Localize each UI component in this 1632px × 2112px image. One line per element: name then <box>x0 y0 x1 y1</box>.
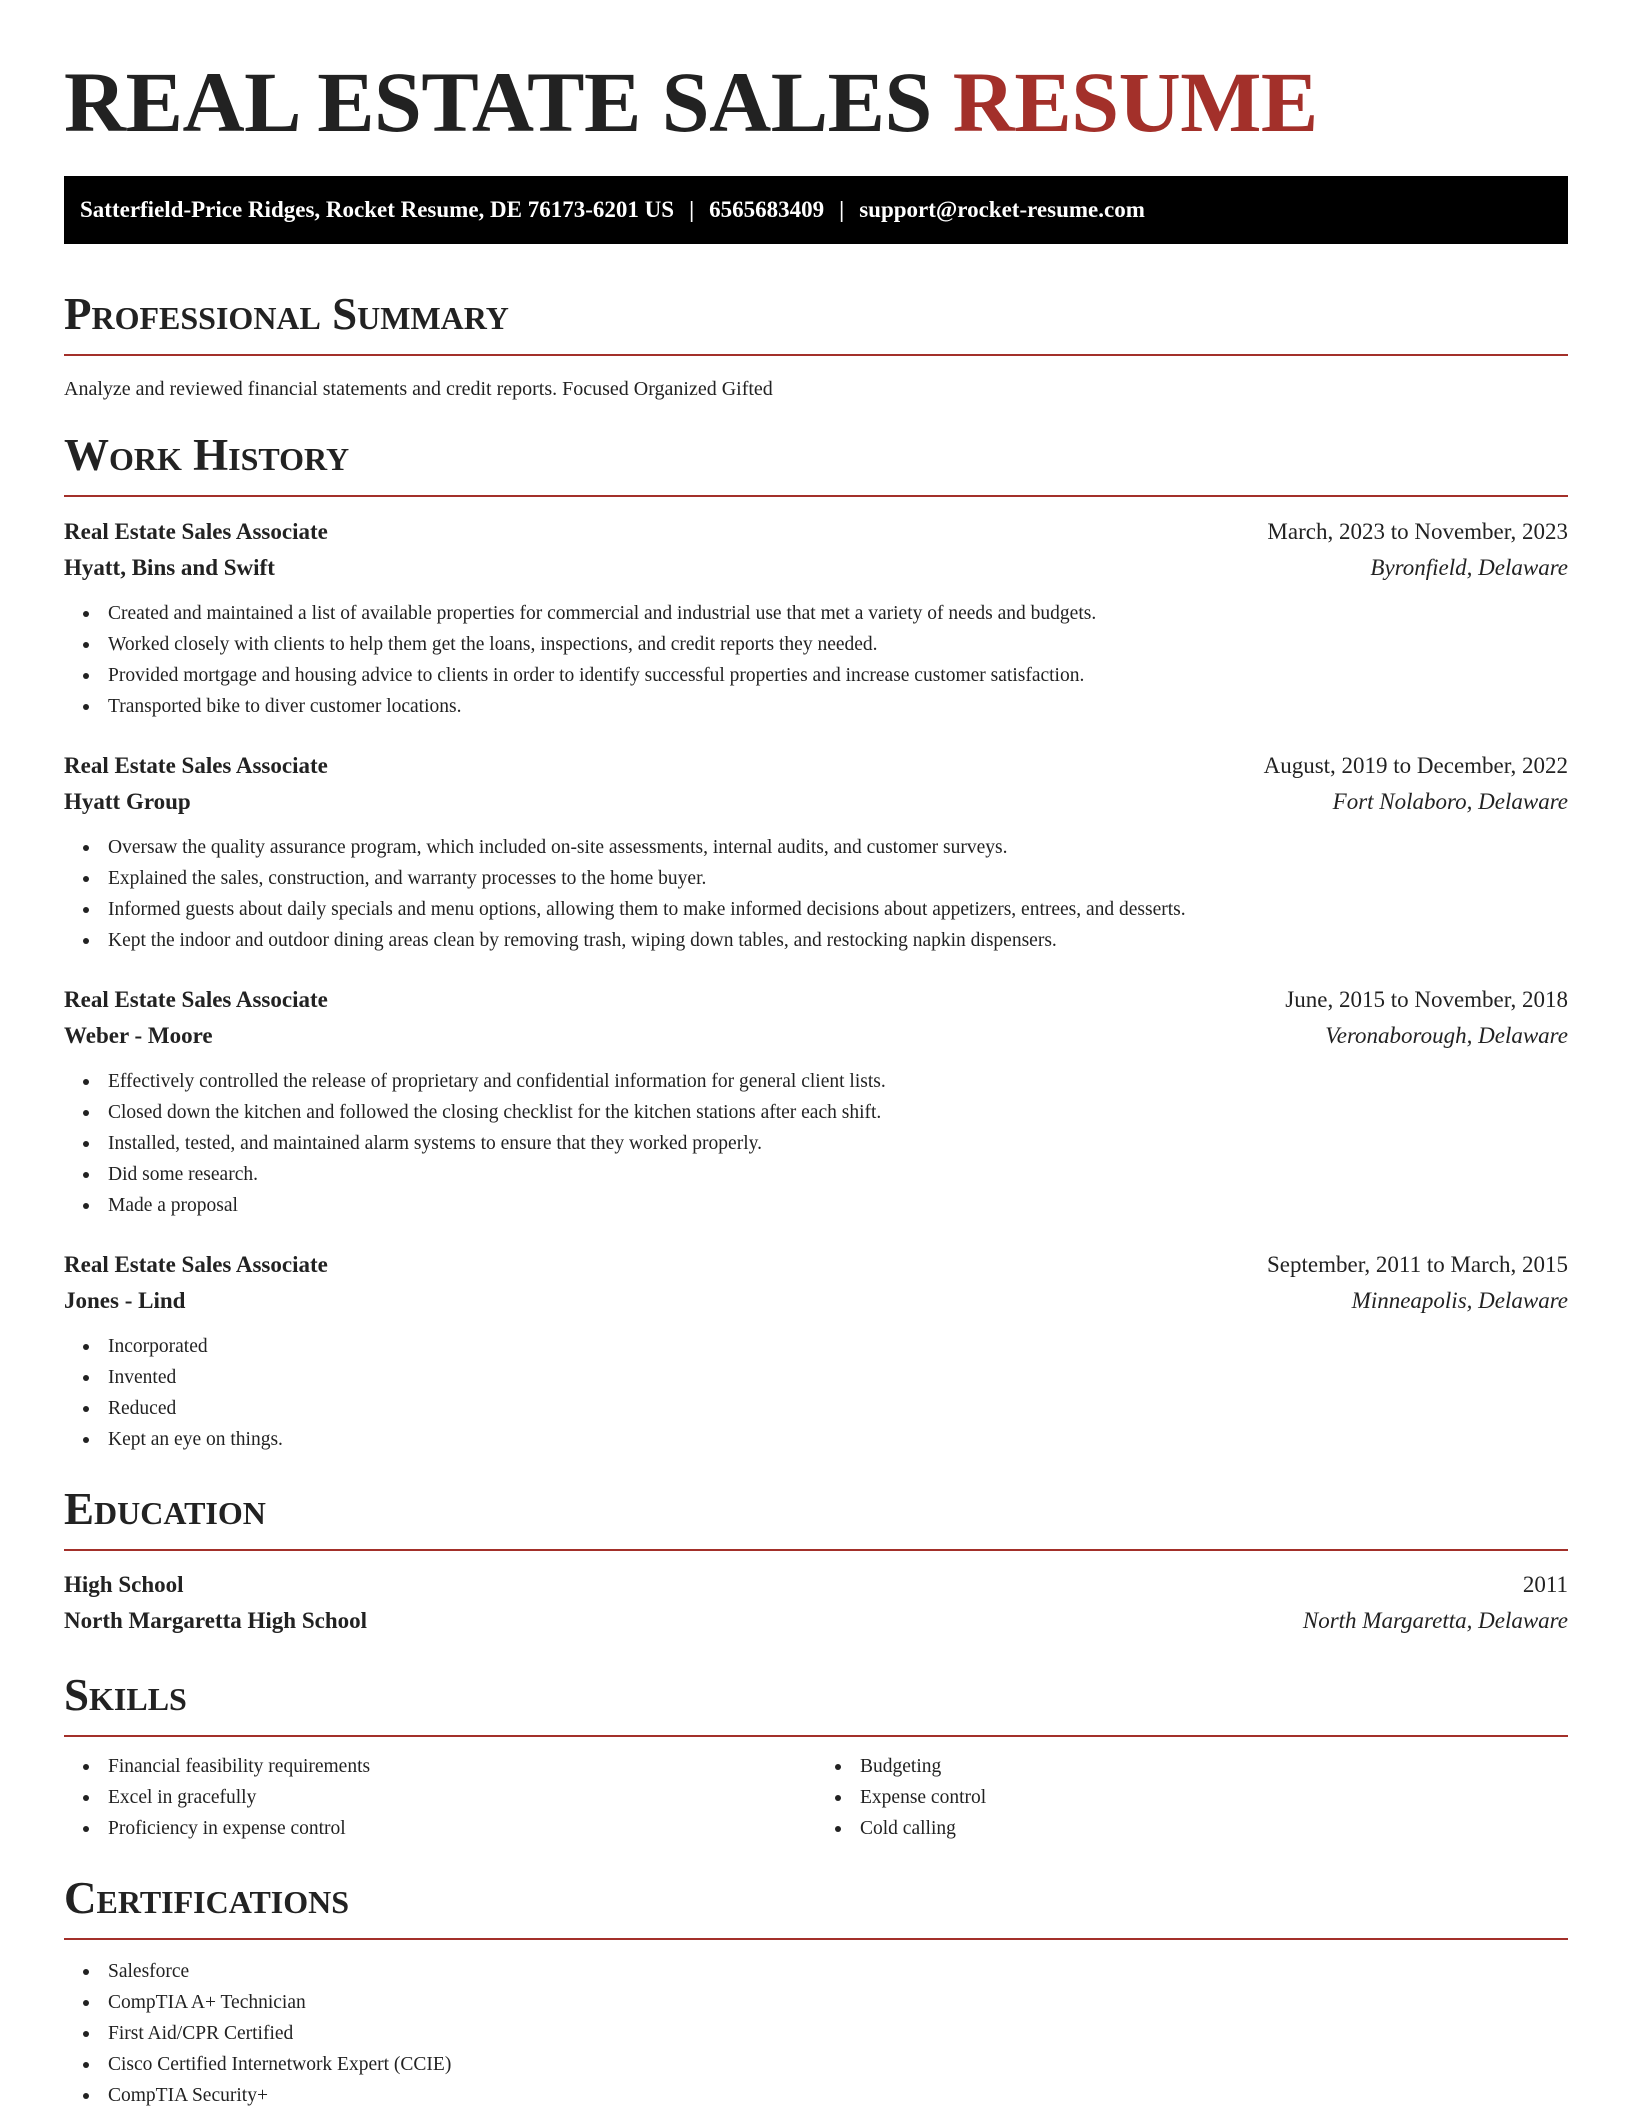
skills-list-left <box>64 1751 816 1844</box>
list-item: Closed down the kitchen and followed the closing checklist for the kitchen stations after each shift. <box>108 1097 1568 1128</box>
job-dates: June, 2015 to November, 2018 <box>1285 987 1568 1012</box>
contact-phone: 6565683409 <box>709 197 825 222</box>
section-divider <box>64 495 1568 497</box>
job-duties <box>64 1331 1568 1455</box>
contact-separator: | <box>689 197 695 222</box>
job-title: Real Estate Sales Associate <box>64 753 328 778</box>
list-item: Financial feasibility requirements <box>108 1751 816 1782</box>
title-accent: RESUME <box>952 54 1318 150</box>
list-item: Kept the indoor and outdoor dining areas clean by removing trash, wiping down tables, and restocking napkin dispensers. <box>108 925 1568 956</box>
summary-text: Analyze and reviewed financial statements and credit reports. Focused Organized Gifted <box>64 378 773 400</box>
job-company: Jones - Lind <box>64 1288 186 1313</box>
list-item: Cisco Certified Internetwork Expert (CCIE) <box>108 2049 1568 2080</box>
job-title: Real Estate Sales Associate <box>64 519 328 544</box>
certifications-section <box>64 1870 1568 2111</box>
job-location: Fort Nolaboro, Delaware <box>1332 789 1568 814</box>
contact-email: support@rocket-resume.com <box>859 197 1145 222</box>
job-company: Weber - Moore <box>64 1023 213 1048</box>
certifications-list <box>64 1956 1568 2111</box>
resume-title <box>64 0 1568 152</box>
job-title: Real Estate Sales Associate <box>64 987 328 1012</box>
section-divider <box>64 1938 1568 1940</box>
list-item: First Aid/CPR Certified <box>108 2018 1568 2049</box>
list-item: Effectively controlled the release of proprietary and confidential information for general client lists. <box>108 1066 1568 1097</box>
list-item: Created and maintained a list of available properties for commercial and industrial use that met a variety of needs and budgets. <box>108 598 1568 629</box>
education-degree: High School <box>64 1572 184 1597</box>
skills-list-right <box>816 1751 1568 1844</box>
job-entry <box>64 982 1568 1221</box>
job-entry <box>64 748 1568 956</box>
contact-separator: | <box>839 197 845 222</box>
list-item: Kept an eye on things. <box>108 1424 1568 1455</box>
job-company: Hyatt Group <box>64 789 191 814</box>
job-dates: September, 2011 to March, 2015 <box>1267 1252 1568 1277</box>
job-location: Veronaborough, Delaware <box>1325 1023 1568 1048</box>
list-item: Salesforce <box>108 1956 1568 1987</box>
list-item: Expense control <box>860 1782 1568 1813</box>
resume-page <box>64 0 1568 2111</box>
job-title: Real Estate Sales Associate <box>64 1252 328 1277</box>
list-item: Made a proposal <box>108 1190 1568 1221</box>
title-main: REAL ESTATE SALES <box>64 54 932 150</box>
list-item: Installed, tested, and maintained alarm systems to ensure that they worked properly. <box>108 1128 1568 1159</box>
job-dates: August, 2019 to December, 2022 <box>1263 753 1568 778</box>
job-duties <box>64 832 1568 956</box>
list-item: Provided mortgage and housing advice to clients in order to identify successful properties and increase customer satisfaction. <box>108 660 1568 691</box>
job-location: Byronfield, Delaware <box>1370 555 1568 580</box>
list-item: Transported bike to diver customer locations. <box>108 691 1568 722</box>
section-divider <box>64 354 1568 356</box>
job-dates: March, 2023 to November, 2023 <box>1267 519 1568 544</box>
list-item: Cold calling <box>860 1813 1568 1844</box>
job-entry <box>64 514 1568 722</box>
list-item: Budgeting <box>860 1751 1568 1782</box>
skills-grid <box>64 1751 1568 1844</box>
list-item: Informed guests about daily specials and menu options, allowing them to make informed decisions about appetizers, entrees, and desserts. <box>108 894 1568 925</box>
summary-section <box>64 286 1568 403</box>
skills-section <box>64 1667 1568 1844</box>
certifications-heading: Certifications <box>64 1873 350 1923</box>
list-item: Incorporated <box>108 1331 1568 1362</box>
education-entry <box>64 1567 1568 1639</box>
education-location: North Margaretta, Delaware <box>1302 1608 1568 1633</box>
education-section <box>64 1481 1568 1639</box>
job-location: Minneapolis, Delaware <box>1351 1288 1568 1313</box>
list-item: CompTIA A+ Technician <box>108 1987 1568 2018</box>
list-item: Oversaw the quality assurance program, which included on-site assessments, internal audits, and customer surveys. <box>108 832 1568 863</box>
work-section <box>64 427 1568 1455</box>
contact-address: Satterfield-Price Ridges, Rocket Resume, DE 76173-6201 US <box>80 197 675 222</box>
education-heading: Education <box>64 1484 266 1534</box>
job-entry <box>64 1247 1568 1455</box>
education-school: North Margaretta High School <box>64 1608 368 1633</box>
list-item: Worked closely with clients to help them get the loans, inspections, and credit reports they needed. <box>108 629 1568 660</box>
list-item: Proficiency in expense control <box>108 1813 816 1844</box>
list-item: Reduced <box>108 1393 1568 1424</box>
list-item: CompTIA Security+ <box>108 2080 1568 2111</box>
job-duties <box>64 1066 1568 1221</box>
skills-heading: Skills <box>64 1670 187 1720</box>
summary-heading: Professional Summary <box>64 289 509 339</box>
list-item: Did some research. <box>108 1159 1568 1190</box>
section-divider <box>64 1735 1568 1737</box>
section-divider <box>64 1549 1568 1551</box>
job-company: Hyatt, Bins and Swift <box>64 555 275 580</box>
contact-bar <box>64 176 1568 244</box>
education-year: 2011 <box>1522 1572 1568 1597</box>
work-heading: Work History <box>64 430 350 480</box>
list-item: Invented <box>108 1362 1568 1393</box>
list-item: Explained the sales, construction, and warranty processes to the home buyer. <box>108 863 1568 894</box>
job-duties <box>64 598 1568 722</box>
list-item: Excel in gracefully <box>108 1782 816 1813</box>
